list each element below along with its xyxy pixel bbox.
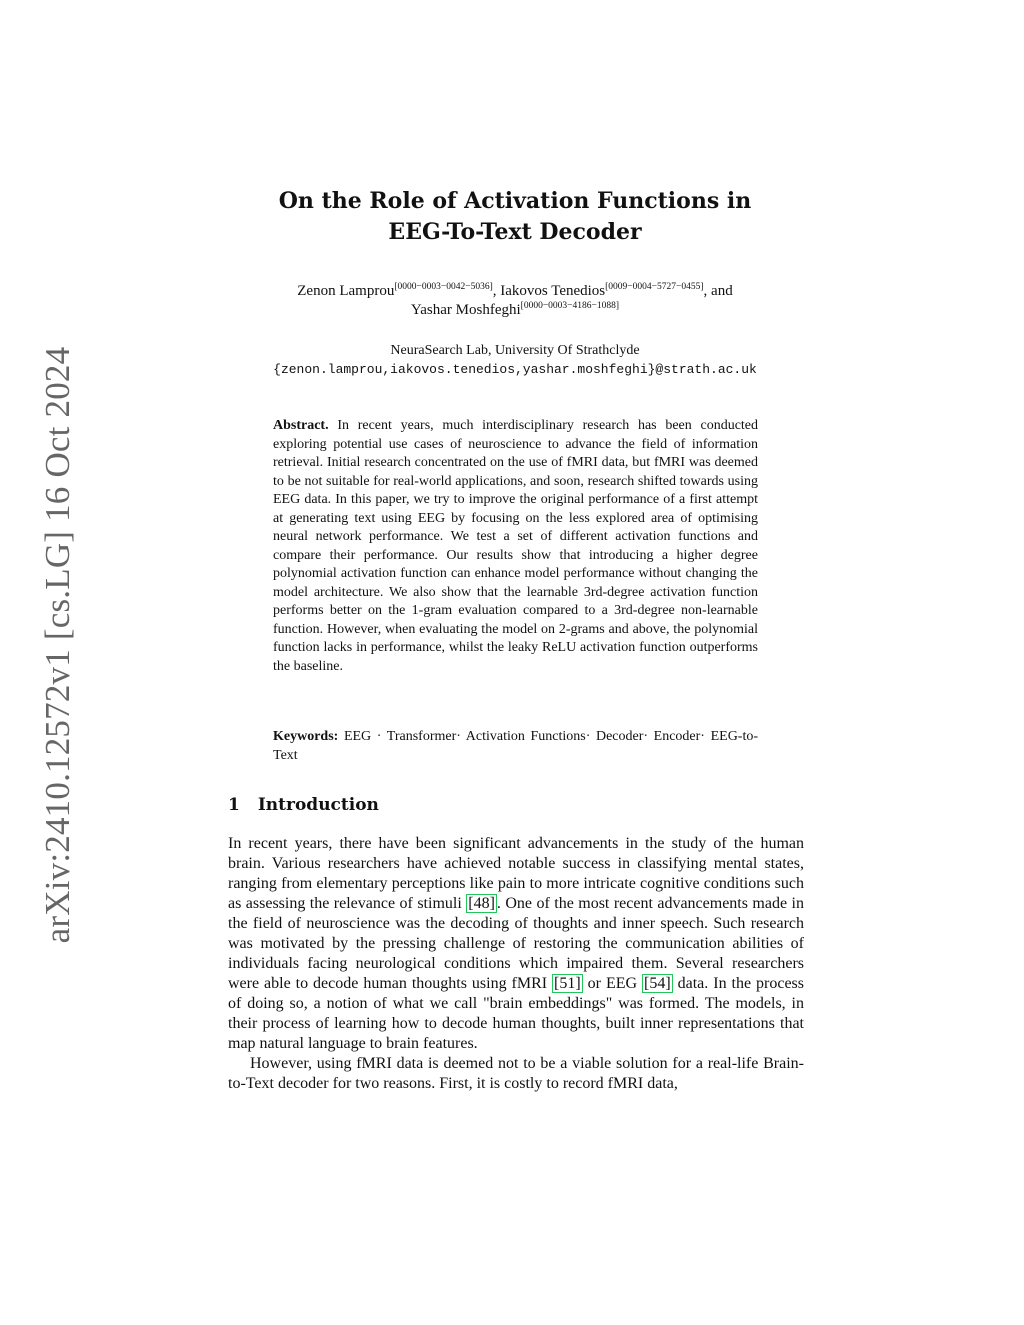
author-name: Zenon Lamprou [297,283,395,299]
section-heading [228,795,379,815]
author-and: , and [703,283,733,299]
section-title: Introduction [257,795,379,815]
text-run: data. In the process of doing so, a notion of what we call "brain embeddings" was formed. The models, in their process of learning how to decode human thoughts, built inner representations that map natural language to brain features. [228,975,805,1052]
author-name: Yashar Moshfeghi [410,302,521,318]
citation-link[interactable]: [48] [468,895,495,912]
orcid-id[interactable]: [0000−0003−0042−5036] [394,282,493,292]
affiliation: NeuraSearch Lab, University Of Strathclyde [390,343,640,358]
section-number: 1 [228,795,240,815]
orcid-id[interactable]: [0000−0003−4186−1088] [520,301,620,311]
paragraph: However, using fMRI data is deemed not to be a viable solution for a real-life Brain-to-Text decoder for two reasons. First, it is costly to record fMRI data, [228,1055,804,1092]
abstract-text: In recent years, much interdisciplinary research has been conducted exploring potential use cases of neuroscience to advance the field of information retrieval. Initial research concentrated on the use of fMRI data, but fMRI was deemed to be not suitable for real-world applications, and soon, research shifted towards using EEG data. In this paper, we try to improve the original performance of a first attempt at generating text using EEG by focusing on the less explored area of optimising neural network performance. We test a set of different activation functions and compare their performance. Our results show that introducing a higher degree polynomial activation function can enhance model performance without changing the model architecture. We also show that the learnable 3rd-degree activation function performs better on the 1-gram evaluation compared to a 3rd-degree non-learnable function. However, when evaluating the model on 2-grams and above, the polynomial function lacks in performance, whilst the leaky ReLU activation function outperforms the baseline. [273,418,759,674]
citation-link[interactable]: [51] [554,975,581,992]
title-line: On the Role of Activation Functions in [278,188,752,214]
introduction-body [228,834,804,1094]
paragraph [228,834,804,1054]
keywords-label: Keywords: [273,729,339,744]
title-line: EEG-To-Text Decoder [388,219,642,245]
abstract [273,417,758,676]
abstract-label: Abstract. [273,418,329,433]
author-list [222,282,808,320]
author-separator: , [492,283,501,299]
citation-link[interactable]: [54] [644,975,671,992]
author-emails[interactable]: {zenon.lamprou,iakovos.tenedios,yashar.moshfeghi}@strath.ac.uk [273,362,757,377]
text-run: or EEG [582,975,643,992]
arxiv-identifier[interactable]: arXiv:2410.12572v1 [cs.LG] 16 Oct 2024 [38,346,77,944]
keywords-text: EEG · Transformer· Activation Functions· Decoder· Encoder· EEG-to-Text [273,729,759,763]
affiliation-block [222,341,808,379]
author-name: Iakovos Tenedios [500,283,606,299]
text-run: . One of the most recent advancements made in the field of neuroscience was the decoding of thoughts and inner speech. Such research was motivated by the pressing challenge of restoring the communication abilities of individuals facing neurological conditions which impaired them. Several researchers were able to decode human thoughts using fMRI [228,895,804,992]
keywords [273,728,758,765]
orcid-id[interactable]: [0009−0004−5727−0455] [605,282,704,292]
text-run: In recent years, there have been significant advancements in the study of the human brain. Various researchers have achieved notable success in classifying mental states, ranging from elementary perceptions like pain to more intricate cognitive conditions such as assessing the relevance of stimuli [228,835,804,912]
paper-title [200,186,830,248]
